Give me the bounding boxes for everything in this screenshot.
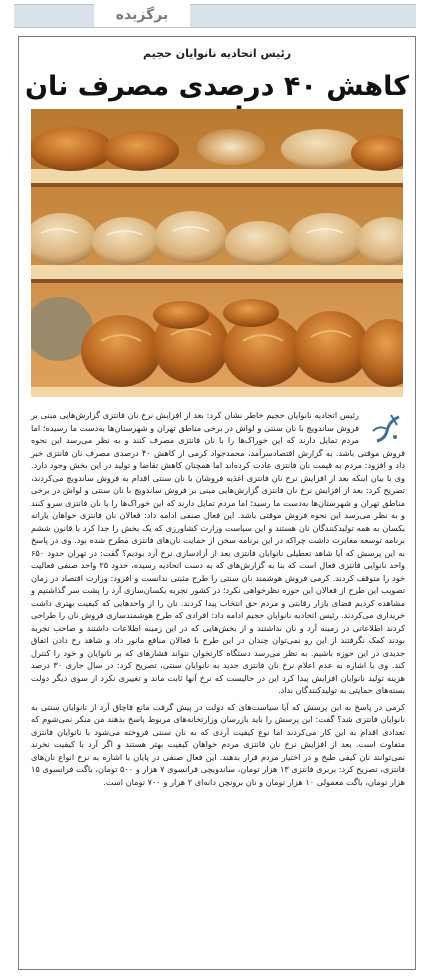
article-paragraph: رئیس اتحادیه نانوایان حجیم خاطر نشان کرد: بعد از افزایش نرخ نان فانتزی گزارش‌هایی مبنی بر فروش ساندویچ با نان سنتی و لواش در برخی مناطق تهران و شهرستان‌ها به‌دست ما رسیده؛ اما مردم تمایل دارند که این خوراک‌ها را با نان فانتزی مصرف کنند و به نظر می‌رسد این نحوه فروش موقتی باشد. به گزارش اقتصادسرآمد، محمدجواد کرمی از کاهش ۴۰ درصدی مصرف نان فانتزی خبر داد و افزود: مردم به قیمت نان فانتزی عادت کرده‌اند اما همچنان کاهش تقاضا و تولید در این بخش وجود دارد. وی با بیان اینکه بعد از افزایش نرخ نان فانتزی اغذیه فروشان با نان سنتی اقدام به فروش ساندویچ می‌کردند، تصریح کرد: بعد از افزایش نرخ نان فانتزی گزارش‌هایی مبنی بر فروش ساندویچ با نان سنتی و لواش در برخی مناطق تهران و شهرستان‌ها به‌دست ما رسید؛ اما مردم تمایل دارند که این خوراک‌ها را با نان فانتزی سرو کنند و به نظر می‌رسد این نحوه فروش موقتی باشد. این فعال صنفی ادامه داد: فعالان نان فانتزی خواهان یارانه یکسان به همه تولیدکنندگان نان هستند و این سیاست وزارت کشاورزی که یک بخش را جدا کرد با قانون ششم برنامه توسعه مغایرت داشت چراکه در این برنامه سخن از حمایت نان‌های فانتزی مطرح شده بود. وی در پاسخ به این پرسش که آیا شاهد تعطیلی نانوایان فانتزی بعد از آزادسازی نرخ آرد بودیم؟ گفت: در تهران حدود ۶۵۰ واحد نانوایی فانتزی فعال است که بنا به گزارش‌های که به دست اتحادیه رسیده، حدود ۲۵ واحد صنفی فعالیت خود را متوقف کردند. کرمی فروش هوشمند نان سنتی را طرح مثبتی ندانست و افزود: وزارت اقتصاد در زمان تصویب این طرح از فعالان این حوزه نظرخواهی نکرد؛ در کشور تجربه یکسان‌سازی آرد را پشت سر گذاشتیم و مشاهده کردیم فضای بازار رقابتی و مردم حق انتخاب پیدا کردند. نان را از واحدهایی که کیفیت بهتری داشت خریداری می‌کردند. رئیس اتحادیه نانوایان حجیم ادامه داد: افرادی که طرح هوشمندسازی فروش نان را طراحی کردند اطلاعاتی در زمینه آرد و نان نداشتند و از بخش‌هایی که در این زمینه اطلاعات داشتند و صاحب تجربه بودند کمک نگرفتند از این رو نمی‌توان چندان در این طرح با فعالان منافع مانور داد و شاهد رخ دادن اتفاق جدیدی در این حوزه باشیم. به نظر می‌رسد دستگاه کارتخوان نتواند فشارهای که بر نانوایان و خود را کنترل کند. وی با اشاره به عدم اعلام نرخ نان فانتزی جدید به نانوایان سنتی، تصریح کرد: در سال جاری ۳۰ درصد هزینه تولید نانوایان افزایش پیدا کرد این در حالیست که نرخ آنها ثابت ماند و تغییری نکرد از سوی دیگر دولت بسته‌های حمایتی به تولیدکنندگان نداد. bbox=[31, 410, 406, 695]
section-tag: برگزیده bbox=[94, 3, 190, 27]
article-paragraph: کرمی در پاسخ به این پرسش که آیا سیاست‌های که دولت در پیش گرفت مانع قاچاق آرد از نانوایان سنتی به نانوایان فانتزی شد؟ گفت: این پرسش را باید بازرسان وزارتخانه‌های مربوط پاسخ بدهند من منکر نمی‌شوم که تعدادی اقدام به این کار می‌کردند اما نوع کیفیت آردی که به نان سنتی فروخته می‌شود با نانوایان فانتزی متفاوت است. بعد از افزایش نرخ نان فانتزی مردم خواهان کیفیت بهتر هستند و اگر آرد با کیفیت نخرند نمی‌توانند نان کیفی طبخ و در اختیار مردم قرار بدهند. این فعال صنفی در پایان با اشاره به نرخ انواع نان‌های فانتزی، تصریح کرد: بربری فانتزی ۱۳ هزار تومان، ساندویچی فرانسوی ۷ هزار و ۵۰۰ تومان، باگت فرانسوی ۱۵ هزار تومان، باگت معمولی ۱۰ هزار تومان و نان برونچن دانه‌ای ۲ هزار و ۷۰۰ تومان است. bbox=[31, 701, 405, 787]
article-body bbox=[31, 409, 405, 788]
source-logo bbox=[365, 411, 405, 445]
bread-shelves-photo bbox=[31, 109, 403, 397]
article-frame bbox=[18, 36, 416, 970]
article-kicker: رئیس اتحادیه نانوایان حجیم bbox=[142, 47, 292, 60]
article-headline: کاهش ۴۰ درصدی مصرف نان bbox=[25, 71, 409, 102]
section-header bbox=[0, 0, 430, 30]
bread-photo-illustration bbox=[31, 109, 403, 397]
section-header-bar bbox=[14, 4, 416, 28]
